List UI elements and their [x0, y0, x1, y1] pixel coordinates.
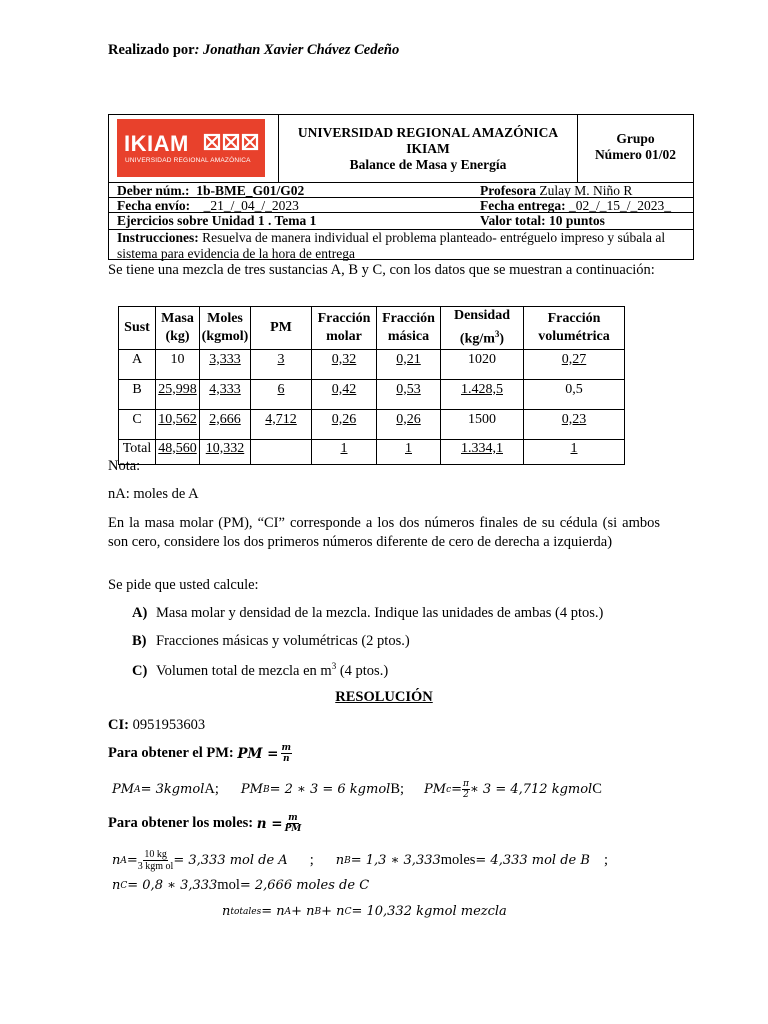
deber-value: 1b-BME_G01/G02: [196, 183, 305, 198]
pm-heading: Para obtener el PM: PM = $\frac{m}{n}$: [108, 743, 292, 764]
cell: C: [119, 409, 156, 439]
moles-heading: Para obtener los moles: n = $\frac{m}{PM}$: [108, 813, 302, 834]
instrucciones-text: Resuelva de manera individual el problema planteado- entréguelo impreso y súbala al sistema para evidencia de la hora de entrega: [117, 230, 666, 261]
cell: 1020: [441, 349, 524, 379]
cell: 2,666: [200, 409, 251, 439]
th-sust: Sust: [119, 307, 156, 350]
table-row: [119, 349, 625, 379]
cell: 6: [251, 379, 312, 409]
resolucion-heading: RESOLUCIÓN: [335, 689, 433, 705]
intro-text: Se tiene una mezcla de tres sustancias A, B y C, con los datos que se muestran a continuación:: [108, 262, 655, 278]
cell: 3: [251, 349, 312, 379]
logo-subtitle: UNIVERSIDAD REGIONAL AMAZÓNICA: [125, 157, 251, 164]
cell: 4,712: [251, 409, 312, 439]
university-short: IKIAM: [406, 141, 450, 156]
list-item: B) Fracciones másicas y volumétricas (2 ptos.): [132, 633, 410, 649]
assignment-header: [108, 114, 694, 260]
university-cell: [279, 115, 578, 182]
cell: 1: [312, 439, 377, 464]
grupo-cell: [578, 115, 693, 182]
cell: 0,42: [312, 379, 377, 409]
cell: 0,32: [312, 349, 377, 379]
table-total-row: [119, 439, 625, 464]
pide-text: Se pide que usted calcule:: [108, 577, 259, 593]
ci-note: En la masa molar (PM), “CI” corresponde a los dos números finales de su cédula (si ambos son cero, considere los dos primeros números diferente de cero de derecha a izquierda): [108, 515, 660, 550]
grupo-number: Número 01/02: [594, 147, 677, 162]
na-note: nA: moles de A: [108, 486, 199, 502]
cell: 0,53: [377, 379, 441, 409]
author-label: Realizado por: [108, 42, 195, 58]
cell: [251, 439, 312, 464]
cell: 10,562: [156, 409, 200, 439]
cell: 1500: [441, 409, 524, 439]
th-densidad: Densidad $(kg/m^3)$: [441, 307, 524, 350]
cell: 3,333: [200, 349, 251, 379]
cell: A: [119, 349, 156, 379]
substances-table: [118, 306, 625, 465]
th-pm: PM: [251, 307, 312, 350]
nota-label: Nota:: [108, 458, 141, 474]
cell: 0,21: [377, 349, 441, 379]
cell: B: [119, 379, 156, 409]
logo-cell: [109, 115, 279, 182]
ikiam-logo: [117, 119, 265, 177]
fecha-entrega-value: _02_/_15_/_2023_: [565, 198, 671, 213]
logo-brand: IKIAM: [124, 131, 189, 156]
cell: 1: [377, 439, 441, 464]
th-fraccion-volumetrica: Fracción volumétrica: [524, 307, 625, 350]
profesora-label: Profesora: [480, 183, 536, 198]
pm-values-line: PM A = 3kgmol A; PM B = 2 ∗ 3 = 6 kgmol B; PM c = $\frac{\pi}{2}$ ∗ 3 = 4,712 kgmol C: [112, 779, 602, 800]
author-name: : Jonathan Xavier Chávez Cedeño: [194, 42, 400, 58]
list-item: A) Masa molar y densidad de la mezcla. Indique las unidades de ambas (4 ptos.): [132, 605, 604, 621]
list-item: C) Volumen total de mezcla en $m^3$ (4 ptos.): [132, 661, 389, 679]
cell: 0,27: [524, 349, 625, 379]
th-fraccion-molar: Fracción molar: [312, 307, 377, 350]
cell: 4,333: [200, 379, 251, 409]
deber-label: Deber núm.:: [117, 183, 190, 198]
cell: 0,26: [377, 409, 441, 439]
cell: 48,560: [156, 439, 200, 464]
cell: 1.334,1: [441, 439, 524, 464]
instrucciones: [109, 229, 693, 262]
university-name: UNIVERSIDAD REGIONAL AMAZÓNICA: [297, 125, 559, 140]
th-moles: Moles (kgmol): [200, 307, 251, 350]
table-row: [119, 379, 625, 409]
cell: 10: [156, 349, 200, 379]
grupo-label: Grupo: [616, 131, 655, 146]
fecha-row: [109, 197, 693, 213]
cell: 10,332: [200, 439, 251, 464]
fecha-entrega-label: Fecha entrega:: [480, 198, 566, 213]
ejercicios-label: Ejercicios sobre Unidad 1 . Tema 1: [117, 213, 317, 228]
cell: 1.428,5: [441, 379, 524, 409]
na-nb-line: n A = 10 kg 3 kgm ol = 3,333 mol de A ; n B = 1,3 ∗ 3,333 moles = 4,333 mol de B ;: [112, 849, 608, 872]
fecha-envio-label: Fecha envío:: [117, 198, 191, 213]
valor-total: Valor total: 10 puntos: [480, 213, 605, 228]
cell: 0,23: [524, 409, 625, 439]
logo-marks-icon: [203, 133, 261, 151]
th-fraccion-masica: Fracción másica: [377, 307, 441, 350]
cell: 0,26: [312, 409, 377, 439]
ejercicios-row: [109, 212, 693, 228]
profesora-value: Zulay M. Niño R: [535, 183, 633, 198]
ntotales-line: n totales = n A + n B + n C = 10,332 kgmol mezcla: [222, 904, 507, 919]
cell: Total: [119, 439, 156, 464]
table-header-row: [119, 307, 625, 350]
table-row: [119, 409, 625, 439]
fecha-envio-value: _21_/_04_/_2023: [203, 198, 299, 213]
deber-row: [109, 182, 693, 198]
nc-line: n C = 0,8 ∗ 3,333 mol = 2,666 moles de C: [112, 877, 370, 893]
cell: 25,998: [156, 379, 200, 409]
th-masa: Masa (kg): [156, 307, 200, 350]
cell: 0,5: [524, 379, 625, 409]
author-line: [108, 42, 399, 59]
cell: 1: [524, 439, 625, 464]
ci-line: CI: 0951953603: [108, 717, 206, 733]
instrucciones-label: Instrucciones:: [117, 230, 199, 245]
course-name: Balance de Masa y Energía: [349, 157, 507, 172]
